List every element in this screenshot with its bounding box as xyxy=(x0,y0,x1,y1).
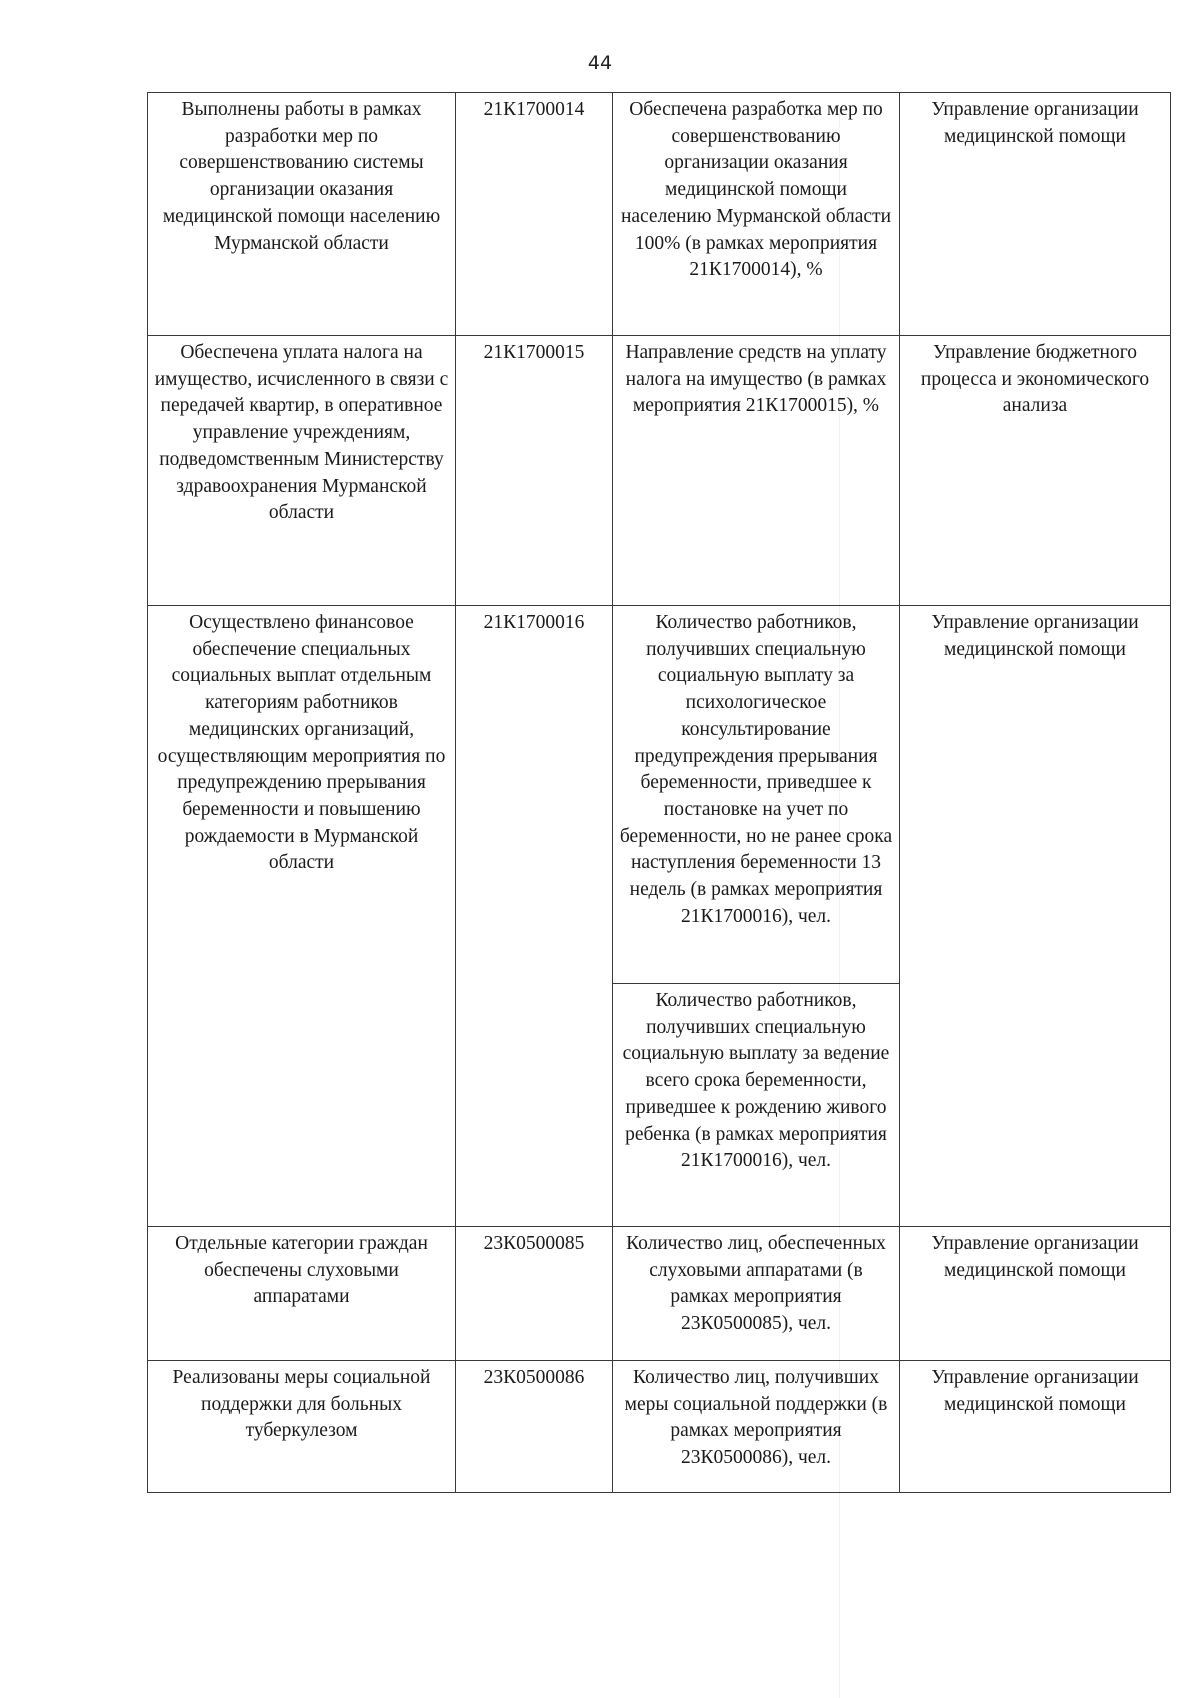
code-cell: 23К0500086 xyxy=(456,1361,613,1493)
indicator-cell: Количество лиц, получивших меры социальной поддержки (в рамках мероприятия 23К0500086), чел. xyxy=(613,1361,900,1493)
result-cell: Выполнены работы в рамках разработки мер по совершенствованию системы организации оказания медицинской помощи населению Мурманской области xyxy=(148,93,456,336)
responsible-cell: Управление организации медицинской помощи xyxy=(900,93,1171,336)
responsible-cell: Управление бюджетного процесса и экономического анализа xyxy=(900,336,1171,606)
code-cell: 21К1700016 xyxy=(456,606,613,1227)
table-row xyxy=(148,1227,1171,1361)
table-row xyxy=(148,93,1171,336)
result-cell: Отдельные категории граждан обеспечены слуховыми аппаратами xyxy=(148,1227,456,1361)
indicator-cell: Обеспечена разработка мер по совершенствованию организации оказания медицинской помощи населению Мурманской области 100% (в рамках мероприятия 21К1700014), % xyxy=(613,93,900,336)
indicator-cell: Направление средств на уплату налога на имущество (в рамках мероприятия 21К1700015), % xyxy=(613,336,900,606)
indicator-cell: Количество работников, получивших специальную социальную выплату за психологическое консультирование предупреждения прерывания беременности, приведшее к постановке на учет по беременности, но не ранее срока наступления беременности 13 недель (в рамках мероприятия 21К1700016), чел. xyxy=(613,606,900,984)
indicator-cell: Количество работников, получивших специальную социальную выплату за ведение всего срока беременности, приведшее к рождению живого ребенка (в рамках мероприятия 21К1700016), чел. xyxy=(613,984,900,1227)
code-cell: 21К1700015 xyxy=(456,336,613,606)
responsible-cell: Управление организации медицинской помощи xyxy=(900,606,1171,1227)
result-cell: Осуществлено финансовое обеспечение специальных социальных выплат отдельным категориям работников медицинских организаций, осуществляющим мероприятия по предупреждению прерывания беременности и повышению рождаемости в Мурманской области xyxy=(148,606,456,1227)
table-row xyxy=(148,1361,1171,1493)
table-row xyxy=(148,606,1171,984)
code-cell: 23К0500085 xyxy=(456,1227,613,1361)
indicator-cell: Количество лиц, обеспеченных слуховыми аппаратами (в рамках мероприятия 23К0500085), чел. xyxy=(613,1227,900,1361)
result-cell: Обеспечена уплата налога на имущество, исчисленного в связи с передачей квартир, в оперативное управление учреждениям, подведомственным Министерству здравоохранения Мурманской области xyxy=(148,336,456,606)
result-cell: Реализованы меры социальной поддержки для больных туберкулезом xyxy=(148,1361,456,1493)
table-row xyxy=(148,336,1171,606)
code-cell: 21К1700014 xyxy=(456,93,613,336)
responsible-cell: Управление организации медицинской помощи xyxy=(900,1361,1171,1493)
responsible-cell: Управление организации медицинской помощи xyxy=(900,1227,1171,1361)
scan-artifact-line xyxy=(839,108,840,1698)
results-table xyxy=(147,92,1171,1493)
page-number: 44 xyxy=(587,52,613,74)
